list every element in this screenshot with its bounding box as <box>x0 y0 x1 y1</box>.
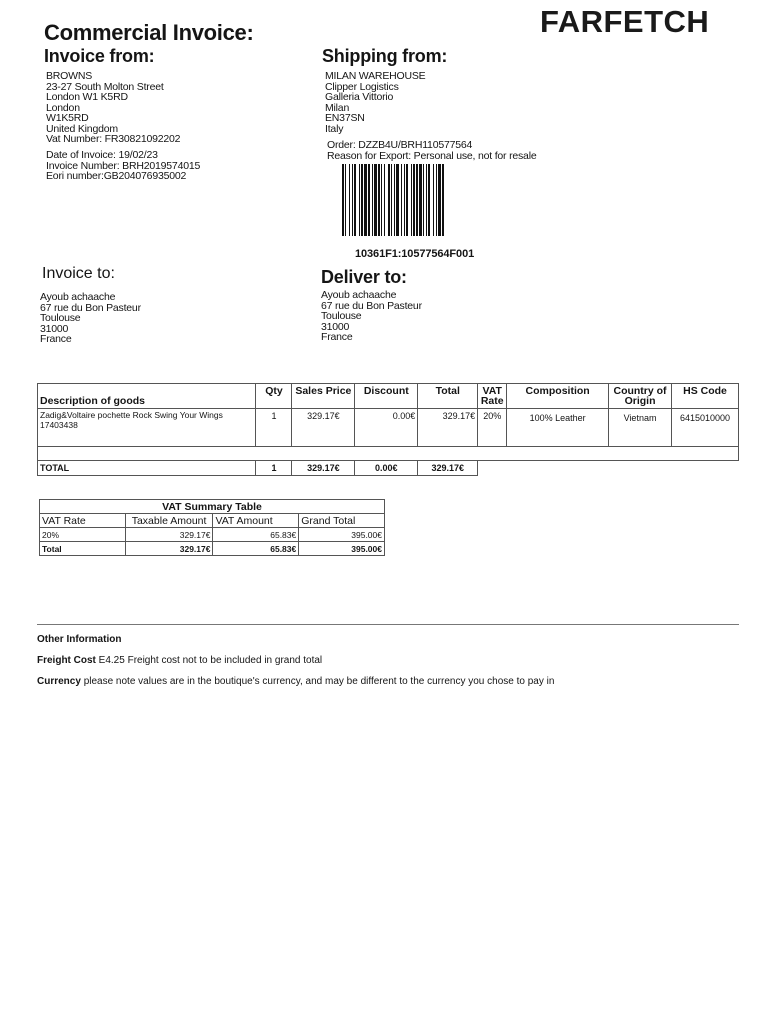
vat-total-amount: 65.83€ <box>213 542 299 556</box>
item-vat-rate: 20% <box>478 409 507 447</box>
vat-taxable: 329.17€ <box>125 528 213 542</box>
address-line: London W1 K5RD <box>46 91 128 103</box>
deliver-to-address <box>321 290 422 343</box>
header-qty: Qty <box>256 384 292 409</box>
vat-total-grand: 395.00€ <box>299 542 385 556</box>
vat-header-row <box>40 514 385 528</box>
total-discount: 0.00€ <box>355 461 418 476</box>
order-info <box>327 140 536 161</box>
address-line: EN37SN <box>325 112 365 124</box>
freight-text: E4.25 Freight cost not to be included in grand total <box>98 655 323 666</box>
header-vat-rate: VAT Rate <box>478 384 507 409</box>
vat-summary-table <box>39 499 385 556</box>
farfetch-logo: FARFETCH <box>540 4 710 39</box>
address-line: 31000 <box>321 320 350 333</box>
invoice-meta <box>46 150 200 182</box>
vat-summary-title: VAT Summary Table <box>40 500 385 514</box>
page-title: Commercial Invoice: <box>44 20 254 45</box>
item-country: Vietnam <box>609 409 672 447</box>
invoice-from-heading: Invoice from: <box>44 46 155 66</box>
barcode-number: 10361F1:10577564F001 <box>355 248 475 260</box>
deliver-to-heading: Deliver to: <box>321 267 407 287</box>
vat-header: VAT Amount <box>213 514 299 528</box>
total-qty: 1 <box>256 461 292 476</box>
freight-cost-line <box>37 655 322 666</box>
currency-label: Currency <box>37 676 81 687</box>
total-label: TOTAL <box>38 461 256 476</box>
item-total: 329.17€ <box>418 409 478 447</box>
vat-total-row <box>40 542 385 556</box>
item-composition: 100% Leather <box>507 409 609 447</box>
table-row <box>38 409 739 447</box>
item-qty: 1 <box>256 409 292 447</box>
header-discount: Discount <box>355 384 418 409</box>
address-line: France <box>321 331 353 343</box>
header-composition: Composition <box>507 384 609 409</box>
header-total: Total <box>418 384 478 409</box>
item-discount: 0.00€ <box>355 409 418 447</box>
header-sales-price: Sales Price <box>292 384 355 409</box>
shipping-from-address <box>325 71 425 134</box>
address-line: 23-27 South Molton Street <box>46 80 164 93</box>
invoice-from-address <box>46 71 180 145</box>
vat-grand-total: 395.00€ <box>299 528 385 542</box>
other-info-heading: Other Information <box>37 634 122 645</box>
item-sales-price: 329.17€ <box>292 409 355 447</box>
vat-total-label: Total <box>40 542 126 556</box>
header-hs-code: HS Code <box>672 384 739 409</box>
vat-header: VAT Rate <box>40 514 126 528</box>
total-sales-price: 329.17€ <box>292 461 355 476</box>
address-line: Ayoub achaache <box>40 291 116 303</box>
currency-text: please note values are in the boutique's currency, and may be different to the currency you chose to pay in <box>83 676 555 687</box>
address-line: Italy <box>325 122 344 135</box>
address-line: MILAN WAREHOUSE <box>325 70 426 82</box>
invoice-number: Invoice Number: BRH2019574015 <box>46 159 201 172</box>
invoice-to-heading: Invoice to: <box>42 265 115 282</box>
barcode-image <box>342 164 550 236</box>
item-description: Zadig&Voltaire pochette Rock Swing Your Wings <box>40 410 223 420</box>
address-line: Galleria Vittorio <box>325 91 394 103</box>
invoice-to-address <box>40 292 141 345</box>
address-line: Milan <box>325 101 350 114</box>
address-line: Ayoub achaache <box>321 289 397 301</box>
address-line: BROWNS <box>46 70 93 82</box>
vat-row <box>40 528 385 542</box>
table-total-row <box>38 461 739 476</box>
address-line: Clipper Logistics <box>325 80 399 93</box>
vat-header: Grand Total <box>299 514 385 528</box>
address-line: France <box>40 333 72 345</box>
vat-total-taxable: 329.17€ <box>125 542 213 556</box>
shipping-from-heading: Shipping from: <box>322 46 448 66</box>
item-description-cell <box>38 409 256 447</box>
vat-amount: 65.83€ <box>213 528 299 542</box>
currency-line <box>37 676 554 687</box>
order-number: Order: DZZB4U/BRH110577564 <box>327 139 473 151</box>
address-line: United Kingdom <box>46 122 118 135</box>
header-country: Country of Origin <box>609 384 672 409</box>
table-header-row <box>38 384 739 409</box>
eori-number: Eori number:GB204076935002 <box>46 170 187 182</box>
vat-header: Taxable Amount <box>125 514 213 528</box>
item-hs-code: 6415010000 <box>672 409 739 447</box>
address-line: Toulouse <box>40 312 81 324</box>
vat-rate: 20% <box>40 528 126 542</box>
address-line: Toulouse <box>321 310 362 322</box>
export-reason: Reason for Export: Personal use, not for resale <box>327 149 537 162</box>
table-spacer-row <box>38 447 739 461</box>
total-amount: 329.17€ <box>418 461 478 476</box>
address-line: London <box>46 101 80 114</box>
divider <box>37 624 739 625</box>
item-sku: 17403438 <box>40 420 78 430</box>
vat-number: Vat Number: FR30821092202 <box>46 133 181 145</box>
address-line: 31000 <box>40 322 69 335</box>
invoice-date: Date of Invoice: 19/02/23 <box>46 149 158 161</box>
freight-label: Freight Cost <box>37 655 96 666</box>
address-line: 67 rue du Bon Pasteur <box>321 299 422 312</box>
goods-table <box>37 383 739 476</box>
address-line: W1K5RD <box>46 112 89 124</box>
header-description: Description of goods <box>38 384 256 409</box>
address-line: 67 rue du Bon Pasteur <box>40 301 141 314</box>
